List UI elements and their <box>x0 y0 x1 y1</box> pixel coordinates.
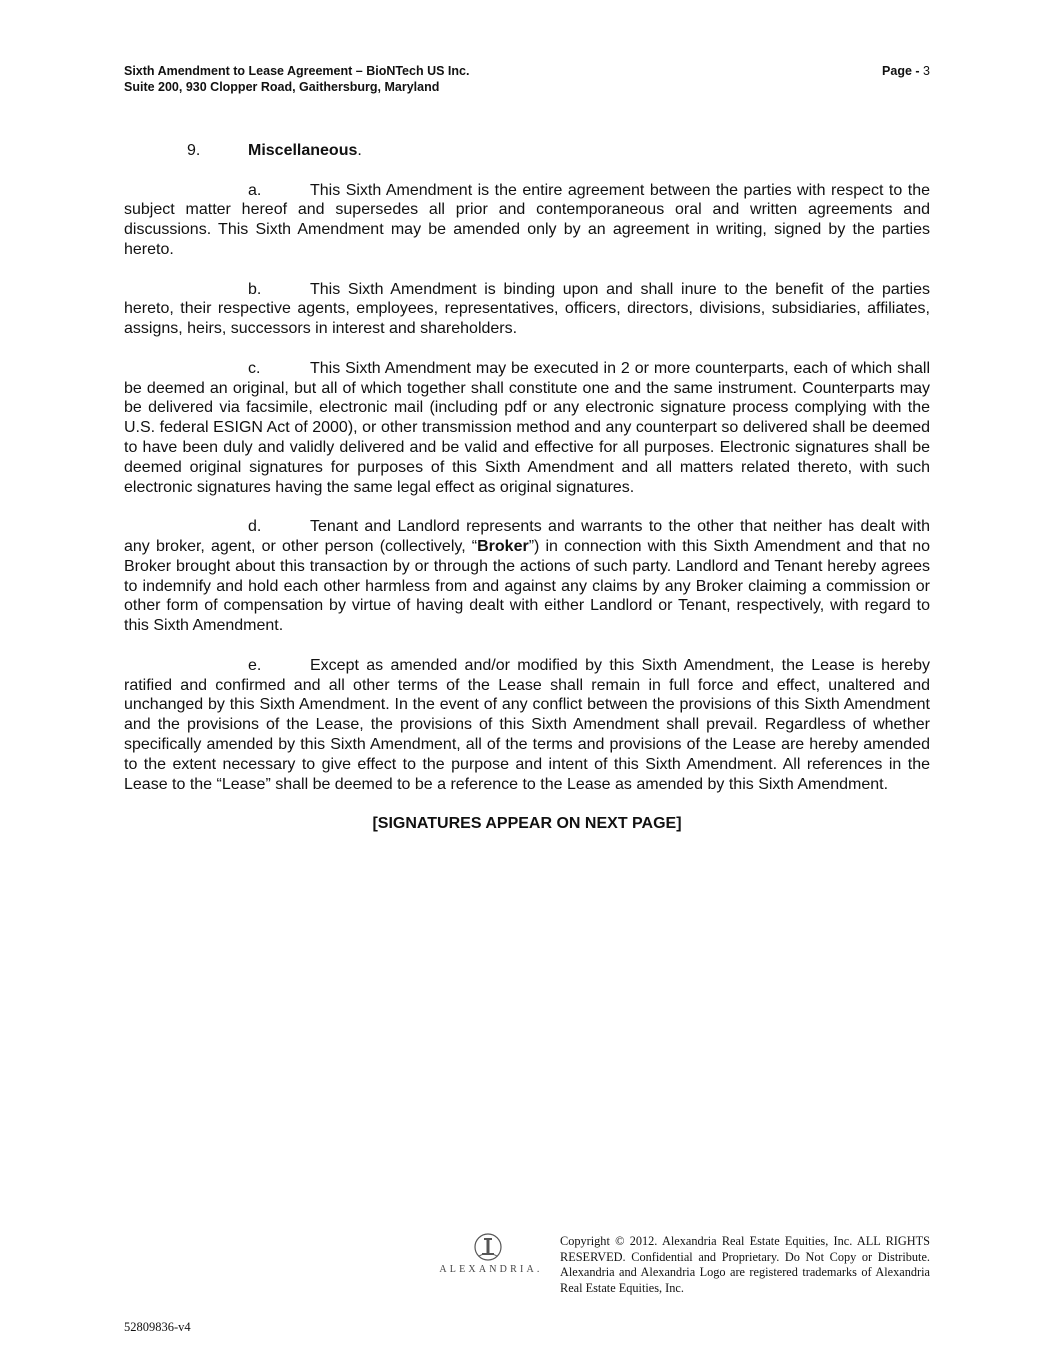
page-number <box>882 63 930 79</box>
section-number: 9. <box>187 142 201 159</box>
paragraph-d <box>124 517 930 636</box>
alexandria-emblem-icon <box>435 1232 547 1262</box>
copyright-notice: Copyright © 2012. Alexandria Real Estate Equities, Inc. ALL RIGHTS RESERVED. Confidential and Proprietary. Do Not Copy or Distribute. Alexandria and Alexandria Logo are registered trademarks of Alexandria Real Estate Equities, Inc. <box>560 1234 930 1295</box>
signature-notice: [SIGNATURES APPEAR ON NEXT PAGE] <box>372 815 682 833</box>
page-label: Page - <box>882 64 920 78</box>
paragraph-a-text: This Sixth Amendment is the entire agreement between the parties with respect to the subject matter hereof and supersedes all prior and contemporaneous oral and written agreements and discussions. This Sixth Amendment may be amended only by an agreement in writing, signed by the parties hereto. <box>124 181 930 258</box>
paragraph-b <box>124 280 930 339</box>
document-id: 52809836-v4 <box>124 1320 191 1334</box>
paragraph-b-label: b. <box>248 280 262 298</box>
header-title: Sixth Amendment to Lease Agreement – BioNTech US Inc. <box>124 64 470 78</box>
paragraph-c-label: c. <box>248 359 261 377</box>
alexandria-logo <box>435 1232 547 1280</box>
paragraph-a-label: a. <box>248 181 262 199</box>
section-title: Miscellaneous <box>248 142 358 159</box>
header-address: Suite 200, 930 Clopper Road, Gaithersburg, Maryland <box>124 80 440 94</box>
paragraph-e <box>124 656 930 795</box>
logo-wordmark: ALEXANDRIA. <box>439 1264 543 1275</box>
paragraph-d-text-before: Tenant and Landlord represents and warrants to the other that neither has dealt with any broker, agent, or other person (collectively, “ <box>124 518 930 555</box>
document-body <box>124 141 930 834</box>
paragraph-a <box>124 181 930 260</box>
paragraph-c-text: This Sixth Amendment may be executed in 2 or more counterparts, each of which shall be deemed an original, but all of which together shall constitute one and the same instrument. Counterparts may be delivered via facsimile, electronic mail (including pdf or any electronic signature process complying with the U.S. federal ESIGN Act of 2000), or other transmission method and any counterpart so delivered shall be deemed to have been duly and validly delivered and be valid and effective for all purposes. Electronic signatures shall be deemed original signatures for purposes of this Sixth Amendment and all matters related thereto, with such electronic signatures having the same legal effect as original signatures. <box>124 359 930 496</box>
paragraph-c <box>124 359 930 498</box>
broker-defined-term: Broker <box>477 537 529 555</box>
paragraph-d-label: d. <box>248 518 262 536</box>
paragraph-e-text: Except as amended and/or modified by this Sixth Amendment, the Lease is hereby ratified and confirmed and all other terms of the Lease shall remain in full force and effect, unaltered and unchanged by this Sixth Amendment. In the event of any conflict between the provisions of this Sixth Amendment and the provisions of the Lease, the provisions of this Sixth Amendment shall prevail. Regardless of whether specifically amended by this Sixth Amendment, all of the terms and provisions of the Lease are hereby amended to the extent necessary to give effect to the purpose and intent of this Sixth Amendment. All references in the Lease to the “Lease” shall be deemed to be a reference to the Lease as amended by this Sixth Amendment. <box>124 656 930 793</box>
paragraph-e-label: e. <box>248 656 262 674</box>
paragraph-d-text-after: ”) in connection with this Sixth Amendment and that no Broker brought about this transaction by or through the actions of such party. Landlord and Tenant hereby agrees to indemnify and hold each other harmless from and against any claims by any Broker claiming a commission or other form of compensation by virtue of having dealt with either Landlord or Tenant, respectively, with regard to this Sixth Amendment. <box>124 537 931 635</box>
section-title-suffix: . <box>357 142 362 159</box>
section-heading <box>124 141 930 161</box>
page-number-value: 3 <box>923 64 930 78</box>
paragraph-b-text: This Sixth Amendment is binding upon and shall inure to the benefit of the parties hereto, their respective agents, employees, representatives, officers, directors, divisions, subsidiaries, affiliates, assigns, heirs, successors in interest and shareholders. <box>124 280 930 338</box>
